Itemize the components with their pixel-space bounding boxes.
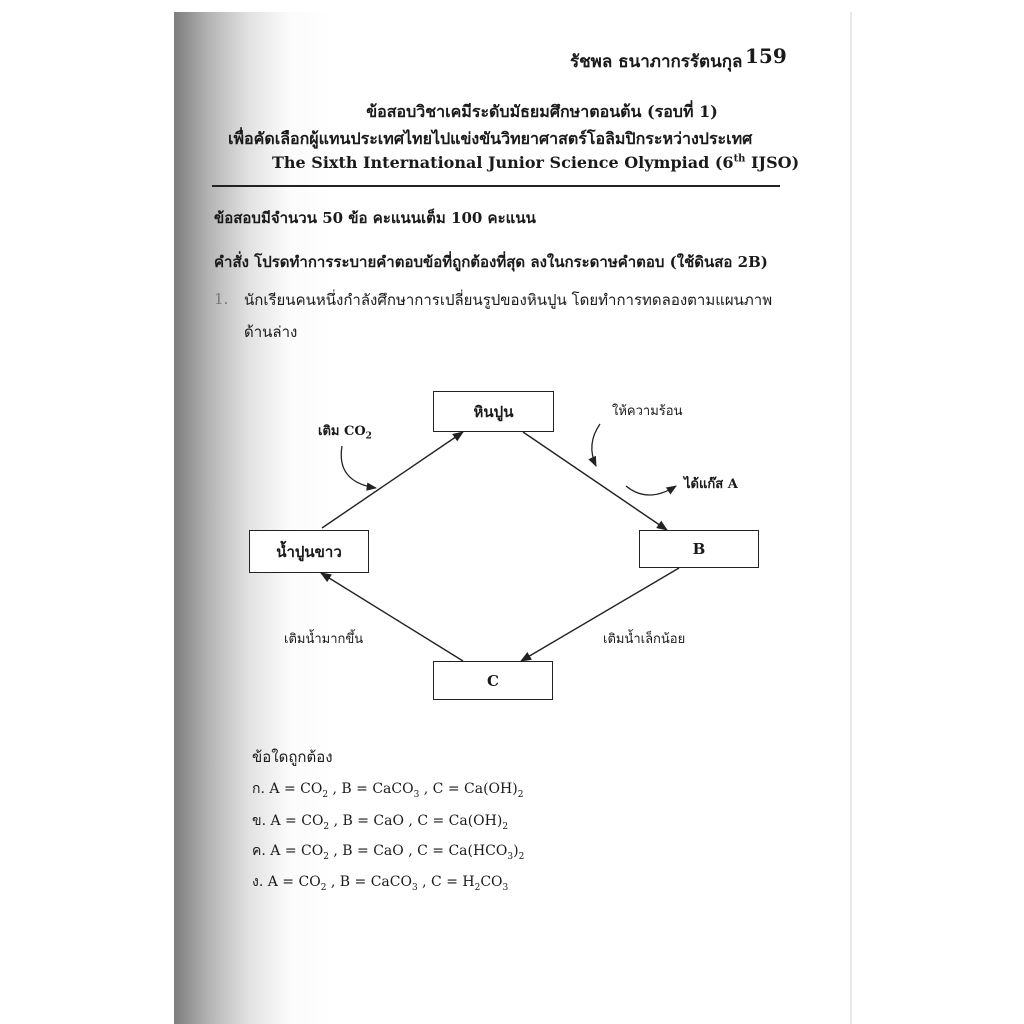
label-heat: ให้ความร้อน — [612, 404, 683, 419]
box-b: B — [639, 530, 759, 568]
label-add-co2: เติม $CO_2$ — [318, 424, 372, 442]
box-limestone: หินปูน — [433, 391, 554, 432]
label-gas-a: ได้แก๊ส A — [684, 477, 738, 492]
arrow-left-to-top — [322, 432, 463, 528]
exam-title-line2: เพื่อคัดเลือกผู้แทนประเทศไทยไปแข่งขันวิทยาศาสตร์โอลิมปิกระหว่างประเทศ — [228, 129, 753, 148]
option-d: ง. $A = CO_2$ , B = CaCO$_3$ , $C = H_2CO_3$ — [252, 874, 509, 893]
option-a: ก. $A = CO_2$ , B = CaCO$_3$ , $C = Ca(OH)_2$ — [252, 781, 524, 800]
question-text-line2: ด้านล่าง — [244, 323, 298, 341]
exam-info-count: ข้อสอบมีจำนวน 50 ข้อ คะแนนเต็ม 100 คะแนน — [214, 209, 536, 227]
exam-directions: คำสั่ง โปรดทำการระบายคำตอบข้อที่ถูกต้องที่สุด ลงในกระดาษคำตอบ (ใช้ดินสอ 2B) — [214, 253, 768, 271]
curved-arrow-add-co2 — [341, 446, 376, 488]
label-little-water: เติมน้ำเล็กน้อย — [603, 632, 686, 647]
exam-title-line1: ข้อสอบวิชาเคมีระดับมัธยมศึกษาตอนต้น (รอบที่ 1) — [366, 102, 718, 121]
option-b: ข. $A = CO_2$ , B = CaO , $C = Ca(OH)_2$ — [252, 813, 509, 832]
curved-arrow-heat — [592, 424, 600, 466]
exam-title-line3: The Sixth International Junior Science Olympiad (6th IJSO) — [272, 153, 800, 172]
option-c: ค. $A = CO_2$ , B = CaO , $C = Ca(HCO_3)_2$ — [252, 843, 525, 862]
box-c: C — [433, 661, 553, 700]
box-limewater: น้ำปูนขาว — [249, 530, 369, 573]
header-author: รัชพล ธนาภากรรัตนกุล — [570, 52, 743, 72]
arrow-top-to-right — [523, 432, 667, 530]
question-number: 1. — [214, 290, 229, 308]
question-prompt: ข้อใดถูกต้อง — [252, 748, 333, 766]
curved-arrow-gas-out — [626, 486, 676, 495]
label-more-water: เติมน้ำมากขึ้น — [284, 632, 364, 647]
question-text-line1: นักเรียนคนหนึ่งกำลังศึกษาการเปลี่ยนรูปของหินปูน โดยทำการทดลองตามแผนภาพ — [244, 291, 773, 309]
page-number: 159 — [745, 44, 787, 68]
